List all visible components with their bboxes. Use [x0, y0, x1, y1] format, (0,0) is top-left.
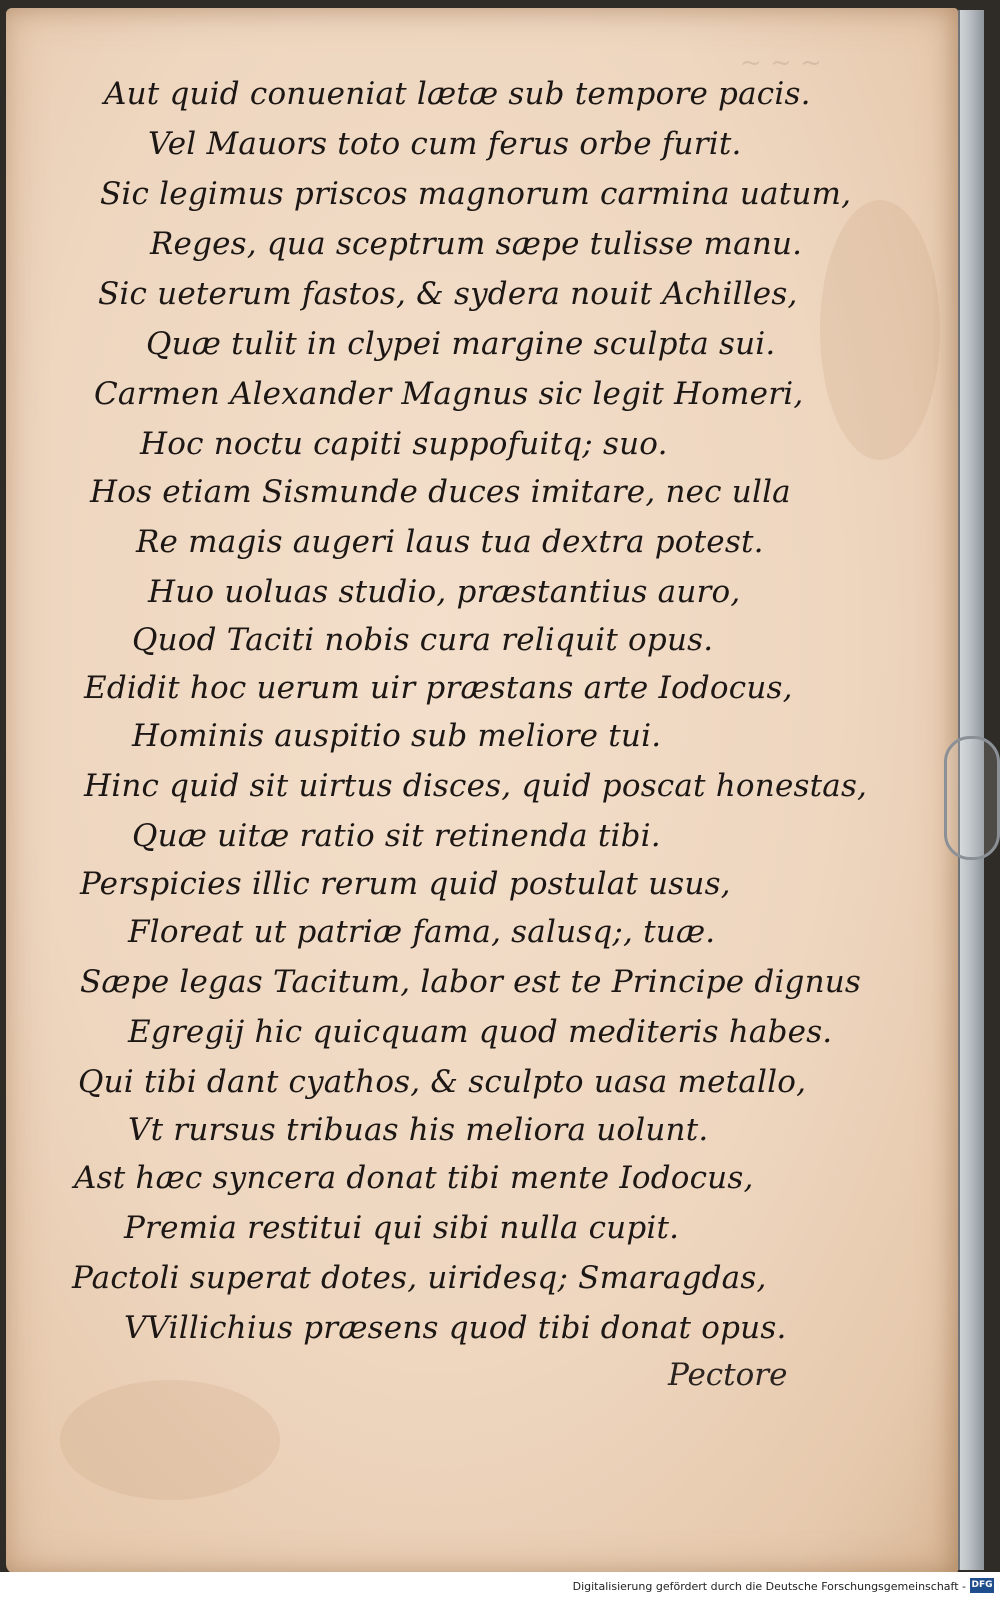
- poem-line: Hominis auspitio sub meliore tui.: [132, 718, 662, 754]
- poem-line: Aut quid conueniat lætæ sub tempore pacis.: [104, 76, 811, 112]
- footer-credit: Digitalisierung gefördert durch die Deutsche Forschungsgemeinschaft -: [572, 1580, 966, 1593]
- poem-line: Egregij hic quicquam quod mediteris habes.: [128, 1014, 833, 1050]
- poem-line: Ast hæc syncera donat tibi mente Iodocus,: [74, 1160, 754, 1196]
- poem-line: Quæ tulit in clypei margine sculpta sui.: [146, 326, 776, 362]
- poem-line: Re magis augeri laus tua dextra potest.: [136, 524, 764, 560]
- poem-line: Reges, qua sceptrum sæpe tulisse manu.: [150, 226, 803, 262]
- poem-line: Pactoli superat dotes, uiridesq; Smaragdas,: [72, 1260, 767, 1296]
- poem-line: Vt rursus tribuas his meliora uolunt.: [128, 1112, 709, 1148]
- poem-line: Qui tibi dant cyathos, & sculpto uasa metallo,: [78, 1064, 807, 1100]
- poem-line: Premia restitui qui sibi nulla cupit.: [124, 1210, 680, 1246]
- poem-line: Sic ueterum fastos, & sydera nouit Achilles,: [98, 276, 798, 312]
- poem-line: Sic legimus priscos magnorum carmina uatum,: [100, 176, 852, 212]
- poem-line: Quæ uitæ ratio sit retinenda tibi.: [132, 818, 661, 854]
- poem-line: Sæpe legas Tacitum, labor est te Principe dignus: [80, 964, 862, 1000]
- poem-line: Hinc quid sit uirtus disces, quid poscat honestas,: [84, 768, 868, 804]
- poem-line: Hos etiam Sismunde duces imitare, nec ulla: [90, 474, 791, 510]
- catchword: Pectore: [668, 1357, 788, 1393]
- dfg-logo: DFG: [970, 1578, 994, 1593]
- poem-line: Vel Mauors toto cum ferus orbe furit.: [148, 126, 742, 162]
- poem-line: Perspicies illic rerum quid postulat usus,: [80, 866, 731, 902]
- poem-line: Floreat ut patriæ fama, salusq;, tuæ.: [128, 914, 716, 950]
- poem-line: Hoc noctu capiti suppofuitq; suo.: [140, 426, 668, 462]
- poem-line: Quod Taciti nobis cura reliquit opus.: [132, 622, 714, 658]
- poem-line: VVillichius præsens quod tibi donat opus.: [124, 1310, 787, 1346]
- poem-line: Carmen Alexander Magnus sic legit Homeri,: [94, 376, 804, 412]
- bleed-through-text: ~ ~ ~: [740, 48, 822, 78]
- poem-line: Edidit hoc uerum uir præstans arte Iodocus,: [84, 670, 793, 706]
- poem-line: Huo uoluas studio, præstantius auro,: [148, 574, 741, 610]
